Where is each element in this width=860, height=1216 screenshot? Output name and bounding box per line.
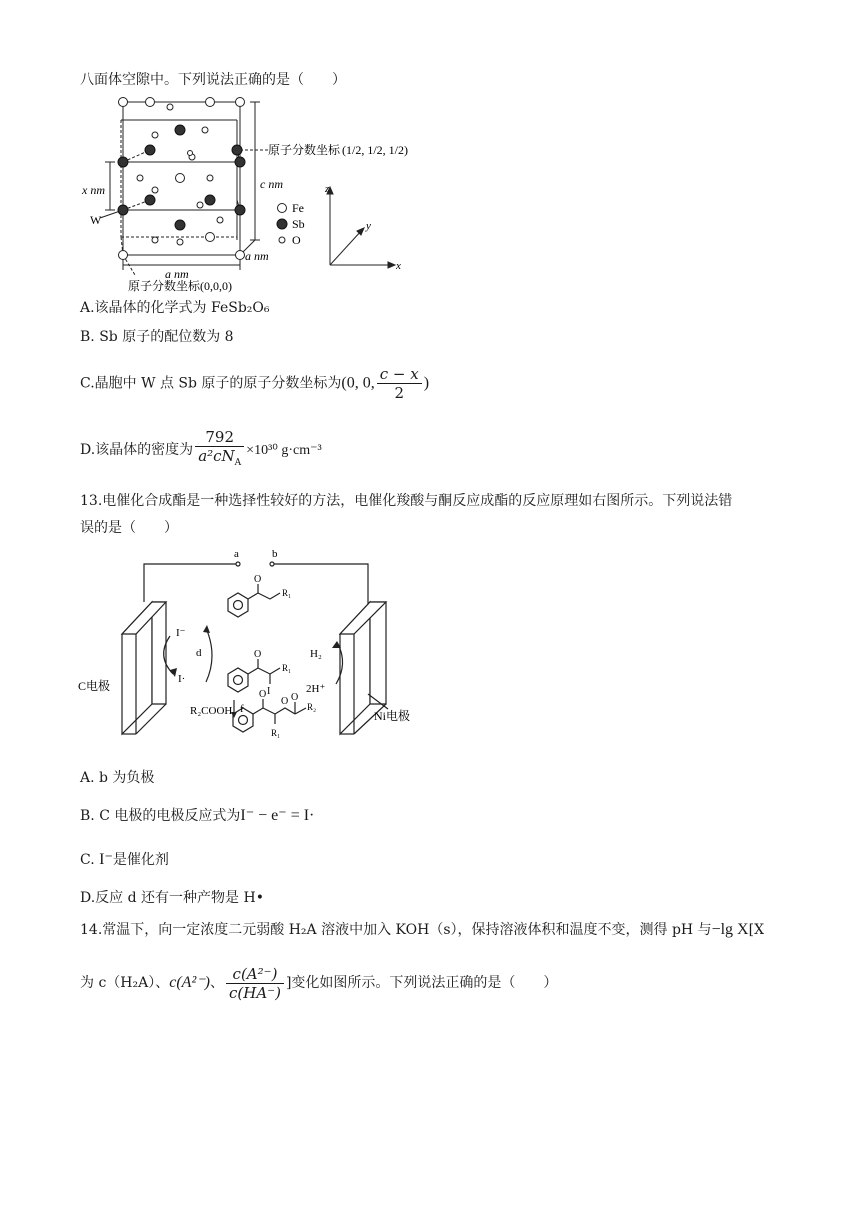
axis-z-label: z (325, 183, 330, 195)
r1-label-mid: R₁ (282, 663, 292, 673)
legend-fe: Fe (292, 201, 304, 215)
coord-label-top-value: (1/2, 1/2, 1/2) (342, 143, 408, 157)
q14-line2-sep: 、 (210, 975, 225, 991)
q12-option-a: A.该晶体的化学式为 FeSb₂O₆ (80, 300, 270, 316)
q12-option-d-text: D.该晶体的密度为 (80, 442, 194, 458)
electrocatalysis-figure (78, 544, 428, 744)
r2-label: R₂ (307, 702, 317, 712)
legend-sb: Sb (292, 217, 305, 231)
q13-option-b-text: B. C 电极的电极反应式为 (80, 808, 241, 824)
q14-line2-text: 为 c（H₂A）、 (80, 975, 170, 991)
q13-option-b-equation: I⁻ − e⁻ = I· (240, 807, 315, 824)
q14-line1-math: −lg X (711, 921, 749, 938)
q12-option-c-fraction: $\frac{c - x}{2}$ (377, 365, 422, 402)
r1-label-top: R₁ (282, 588, 292, 598)
ni-electrode-label: Ni电极 (374, 709, 411, 723)
q14-line2 (80, 962, 557, 1004)
q12-option-c-text: C.晶胞中 W 点 Sb 原子的原子分数坐标为 (80, 375, 342, 392)
axis-y-label: y (366, 220, 371, 232)
c-electrode-label: C电极 (78, 679, 111, 693)
q14-line2-math1: c(A²⁻) (169, 974, 211, 991)
terminal-b: b (272, 548, 278, 560)
q12-option-c (80, 365, 429, 402)
q14-line1-text: 14.常温下，向一定浓度二元弱酸 H₂A 溶液中加入 KOH（s），保持溶液体积和温度不变，测得 pH 与 (80, 922, 712, 938)
q12-option-d (80, 428, 322, 472)
q14-line2-fraction: $\frac{\text{c(A²⁻)}}{c(HA^-)}$ (226, 965, 284, 1002)
two-h-plus-label: 2H⁺ (306, 683, 326, 695)
o-label-ester: O (281, 696, 289, 707)
o-label-top: O (254, 574, 262, 585)
coord-label-top: 原子分数坐标 (268, 143, 341, 157)
q12-option-d-unit: ×10³⁰ g·cm⁻³ (246, 443, 322, 458)
q12-option-b: B. Sb 原子的配位数为 8 (80, 329, 234, 345)
c-nm-label: c nm (260, 177, 283, 191)
q14-line1 (80, 920, 764, 940)
q13-option-d: D.反应 d 还有一种产物是 H• (80, 890, 264, 906)
q12-option-c-open: (0, 0, (341, 374, 375, 392)
crystal-cell-figure (80, 90, 420, 300)
q14-line1-tail: [X (748, 922, 765, 938)
q13-option-a: A. b 为负极 (80, 770, 155, 786)
r2cooh-label: R₂COOH (190, 705, 233, 717)
q13-option-c-label: C. (80, 852, 95, 868)
legend-o: O (292, 233, 301, 247)
x-nm-label: x nm (82, 183, 105, 197)
coord-label-bottom: 原子分数坐标(0,0,0) (128, 279, 232, 293)
o-label-ester-carbonyl: O (259, 689, 267, 700)
w-label: W (90, 213, 102, 227)
q12-option-c-close: ) (423, 374, 430, 392)
q12-intro: 八面体空隙中。下列说法正确的是（ ） (80, 72, 346, 88)
axis-x-label: x (396, 260, 401, 272)
q14-line2-tail: ]变化如图所示。下列说法正确的是（ ） (285, 975, 558, 991)
d-label: d (196, 647, 202, 659)
q13-option-c (80, 850, 169, 870)
q13-option-c-text: 是催化剂 (112, 852, 169, 868)
h2-label: H₂ (310, 648, 322, 660)
i-minus-label: I⁻ (176, 627, 186, 639)
q13-stem-line1: 13.电催化合成酯是一种选择性较好的方法，电催化羧酸与酮反应成酯的反应原理如右图所示。下列说法错 (80, 493, 733, 509)
q13-stem-line2: 误的是（ ） (80, 520, 178, 536)
q13-option-c-equation: I⁻ (99, 851, 113, 868)
f-label: f (240, 703, 244, 715)
a-nm-label-2: a nm (245, 249, 269, 263)
o-label-mid: O (254, 649, 262, 660)
a-nm-label-1: a nm (165, 267, 189, 281)
r1-label-bottom: R₁ (271, 728, 281, 738)
i-dot-label: I· (178, 673, 186, 685)
q13-option-b (80, 806, 314, 826)
o-label-ester-2: O (291, 692, 299, 703)
iodo-label: I (267, 686, 271, 697)
terminal-a: a (234, 548, 239, 560)
q12-option-d-fraction: $\frac{792}{a^2cN_A}$ (195, 428, 244, 472)
